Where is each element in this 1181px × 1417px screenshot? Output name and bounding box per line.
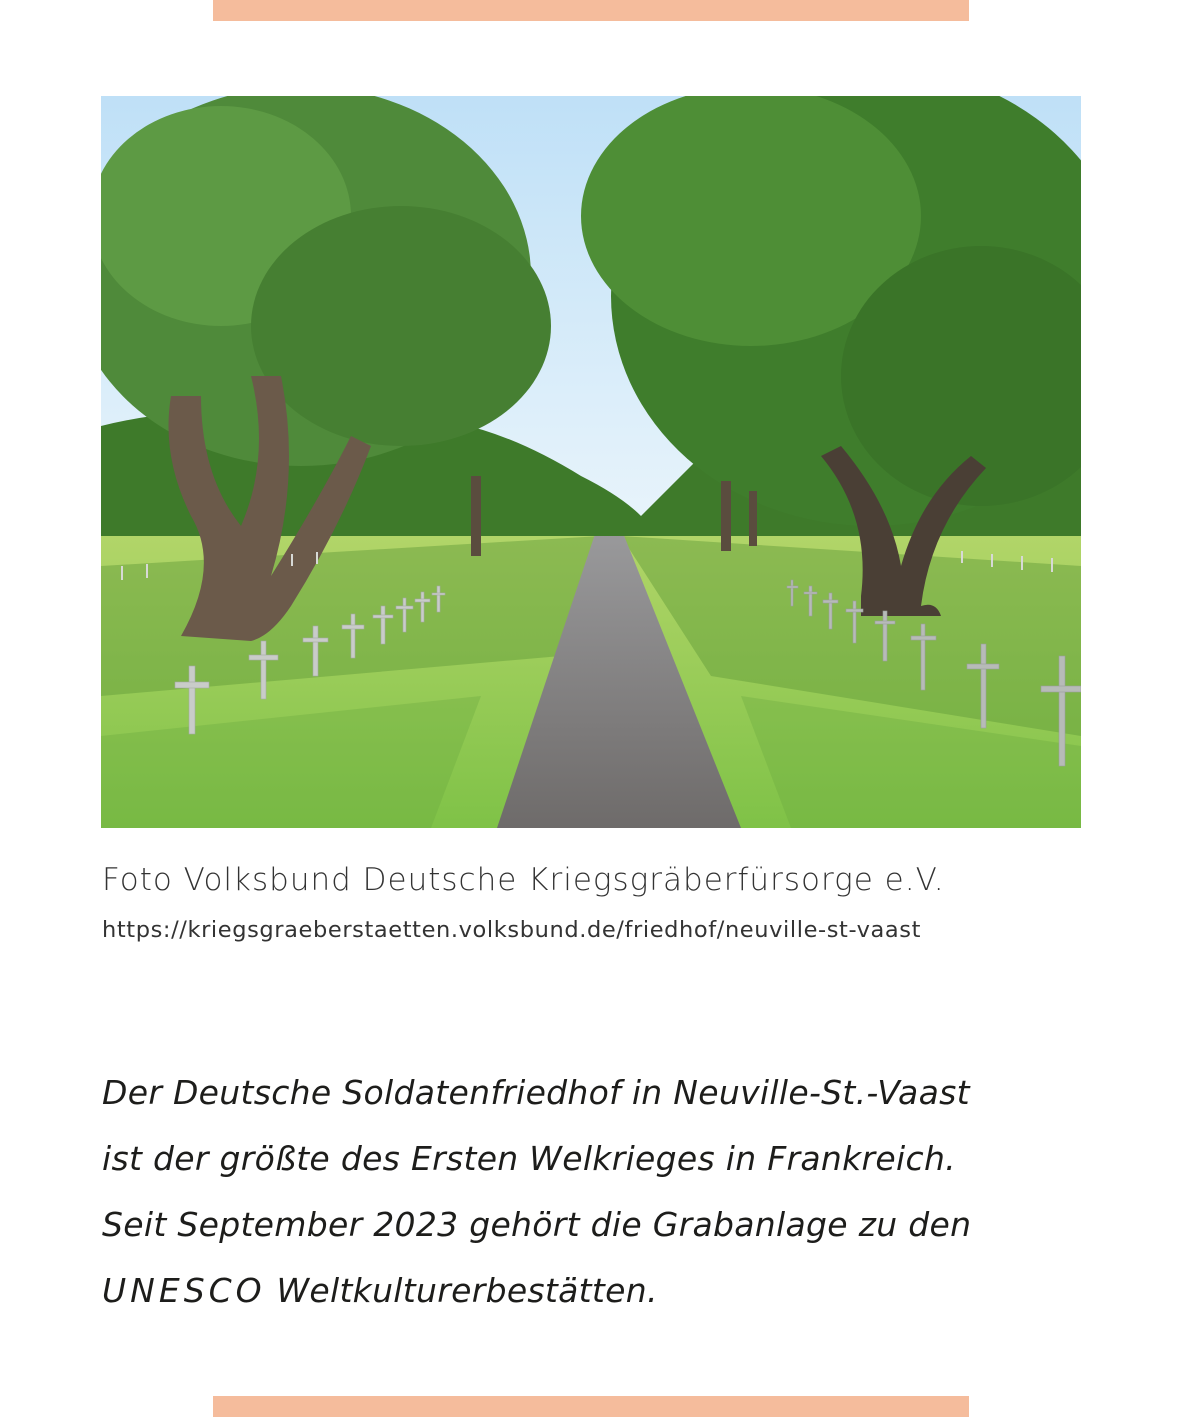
- caption-line-2: ist der größte des Ersten Welkrieges in Frankreich.: [102, 1139, 956, 1178]
- top-accent-bar: [213, 0, 969, 21]
- caption-paragraph: [102, 1060, 1112, 1324]
- photo-credit: Foto Volksbund Deutsche Kriegsgräberfürsorge e.V.: [102, 862, 945, 898]
- cemetery-photo: [101, 96, 1081, 828]
- bottom-accent-bar: [213, 1396, 969, 1417]
- caption-line-3: Seit September 2023 gehört die Grabanlage zu den: [102, 1205, 972, 1244]
- caption-unesco: UNESCO: [102, 1271, 266, 1310]
- caption-line-1: Der Deutsche Soldatenfriedhof in Neuville-St.-Vaast: [102, 1073, 970, 1112]
- caption-line-4: [102, 1258, 1112, 1324]
- cemetery-illustration: [101, 96, 1081, 828]
- photo-credit-url: https://kriegsgraeberstaetten.volksbund.de/friedhof/neuville-st-vaast: [102, 917, 922, 943]
- caption-line-4-rest: Weltkulturerbestätten.: [265, 1271, 658, 1310]
